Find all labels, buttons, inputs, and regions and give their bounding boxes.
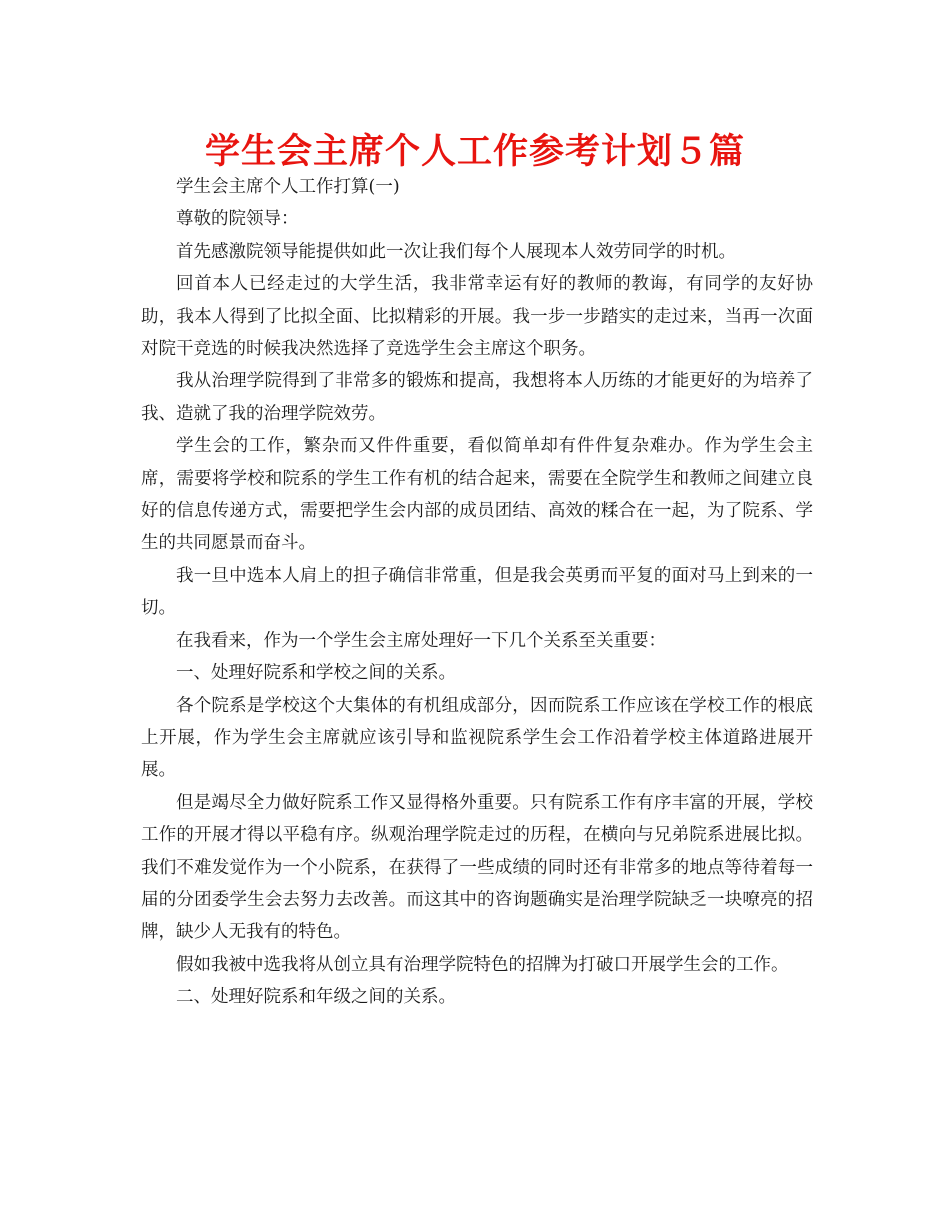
section-heading-2: 二、处理好院系和年级之间的关系。 [176, 987, 456, 1008]
section-heading-1: 一、处理好院系和学校之间的关系。 [176, 663, 456, 684]
paragraph: 假如我被中选我将从创立具有治理学院特色的招牌为打破口开展学生会的工作。 [176, 954, 789, 975]
paragraph-salutation: 尊敬的院领导： [176, 209, 299, 230]
paragraph: 各个院系是学校这个大集体的有机组成部分，因而院系工作应该在学校工作的根底上开展，作为学生会主席就应该引导和监视院系学生会工作沿着学校主体道路进展开展。 [141, 695, 813, 781]
paragraph: 回首本人已经走过的大学生活，我非常幸运有好的教师的教诲，有同学的友好协助，我本人得到了比拟全面、比拟精彩的开展。我一步一步踏实的走过来，当再一次面对院干竞选的时候我决然选择了竞选学生会主席这个职务。 [141, 274, 813, 360]
paragraph: 首先感激院领导能提供如此一次让我们每个人展现本人效劳同学的时机。 [176, 241, 736, 262]
document-title: 学生会主席个人工作参考计划５篇 [204, 132, 745, 172]
document-body [141, 171, 813, 1014]
paragraph: 学生会的工作，繁杂而又件件重要，看似简单却有件件复杂难办。作为学生会主席，需要将学校和院系的学生工作有机的结合起来，需要在全院学生和教师之间建立良好的信息传递方式，需要把学生会内部的成员团结、高效的糅合在一起，为了院系、学生的共同愿景而奋斗。 [141, 436, 813, 554]
paragraph: 我一旦中选本人肩上的担子确信非常重，但是我会英勇而平复的面对马上到来的一切。 [141, 565, 813, 619]
paragraph-plan-heading: 学生会主席个人工作打算(一) [176, 177, 400, 197]
paragraph: 我从治理学院得到了非常多的锻炼和提高，我想将本人历练的才能更好的为培养了我、造就了我的治理学院效劳。 [141, 371, 813, 424]
paragraph: 但是竭尽全力做好院系工作又显得格外重要。只有院系工作有序丰富的开展，学校工作的开展才得以平稳有序。纵观治理学院走过的历程，在横向与兄弟院系进展比拟。我们不难发觉作为一个小院系，在获得了一些成绩的同时还有非常多的地点等待着每一届的分团委学生会去努力去改善。而这其中的咨询题确实是治理学院缺乏一块嘹亮的招牌，缺少人无我有的特色。 [141, 792, 813, 943]
paragraph: 在我看来，作为一个学生会主席处理好一下几个关系至关重要： [176, 630, 666, 651]
